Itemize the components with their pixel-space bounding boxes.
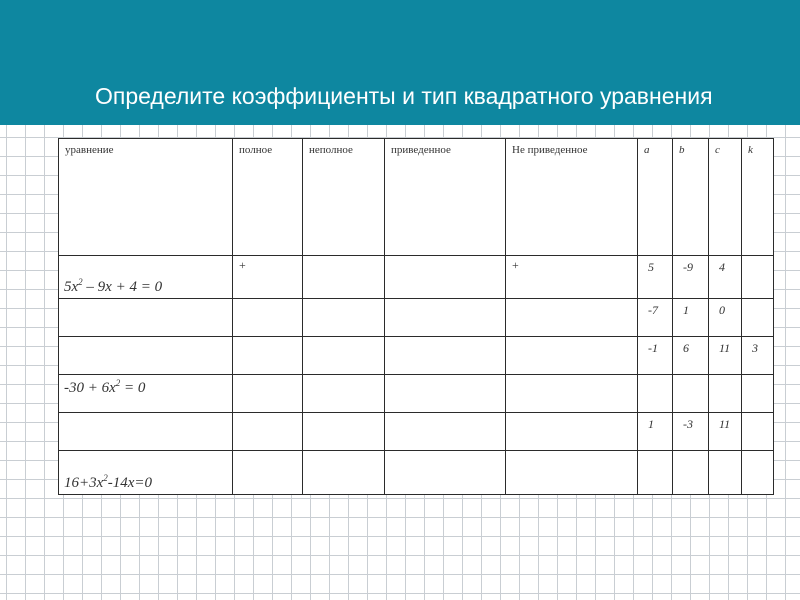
coef-a-cell — [638, 375, 673, 413]
coef-k-cell — [742, 413, 774, 451]
incomplete-cell — [303, 451, 385, 495]
header-not-reduced: Не приведенное — [506, 139, 638, 256]
full-cell — [233, 375, 303, 413]
incomplete-cell — [303, 413, 385, 451]
full-cell — [233, 451, 303, 495]
coef-k-cell — [742, 299, 774, 337]
coef-c-cell: 0 — [709, 299, 742, 337]
coef-b-cell: 1 — [673, 299, 709, 337]
coef-c-cell: 4 — [709, 256, 742, 299]
equation-text: -30 + 6x — [64, 380, 116, 396]
full-cell: + — [233, 256, 303, 299]
equation-power: 2 — [103, 473, 108, 483]
incomplete-cell — [303, 337, 385, 375]
coef-b-cell: -9 — [673, 256, 709, 299]
coef-a-cell: -7 — [638, 299, 673, 337]
reduced-cell — [385, 451, 506, 495]
incomplete-cell — [303, 256, 385, 299]
header-full: полное — [233, 139, 303, 256]
equation-rest: -14x=0 — [107, 475, 153, 491]
table-row — [59, 451, 774, 495]
coef-k-cell — [742, 256, 774, 299]
coef-b-cell: -3 — [673, 413, 709, 451]
equation-power: 2 — [115, 378, 121, 388]
coef-c-cell — [709, 451, 742, 495]
not-reduced-cell — [506, 337, 638, 375]
equation-text: 16+3x — [64, 475, 104, 491]
table-row — [59, 337, 774, 375]
not-reduced-cell — [506, 299, 638, 337]
header-k: k — [742, 139, 774, 256]
header-reduced: приведенное — [385, 139, 506, 256]
equation-rest: = 0 — [120, 380, 146, 396]
not-reduced-cell — [506, 451, 638, 495]
reduced-cell — [385, 299, 506, 337]
header-c: c — [709, 139, 742, 256]
equation-cell — [59, 413, 233, 451]
equation-cell — [59, 451, 233, 495]
equation-cell — [59, 337, 233, 375]
table-row — [59, 413, 774, 451]
coef-b-cell — [673, 375, 709, 413]
coef-a-cell — [638, 451, 673, 495]
table-row — [59, 299, 774, 337]
header-incomplete: неполное — [303, 139, 385, 256]
equation-power: 2 — [78, 277, 83, 287]
equation-rest: – 9x + 4 = 0 — [82, 279, 163, 295]
coef-k-cell — [742, 451, 774, 495]
incomplete-cell — [303, 299, 385, 337]
reduced-cell — [385, 337, 506, 375]
coef-k-cell: 3 — [742, 337, 774, 375]
coef-c-cell — [709, 375, 742, 413]
not-reduced-cell: + — [506, 256, 638, 299]
equation-text: 5x — [64, 279, 79, 295]
reduced-cell — [385, 413, 506, 451]
not-reduced-cell — [506, 375, 638, 413]
coef-a-cell: 5 — [638, 256, 673, 299]
full-cell — [233, 337, 303, 375]
full-cell — [233, 413, 303, 451]
table-row — [59, 256, 774, 299]
not-reduced-cell — [506, 413, 638, 451]
header-a: a — [638, 139, 673, 256]
coef-c-cell: 11 — [709, 413, 742, 451]
coef-a-cell: -1 — [638, 337, 673, 375]
reduced-cell — [385, 375, 506, 413]
reduced-cell — [385, 256, 506, 299]
equation-cell — [59, 375, 233, 413]
full-cell — [233, 299, 303, 337]
equation-cell — [59, 256, 233, 299]
slide-title: Определите коэффициенты и тип квадратного уравнения — [95, 83, 713, 109]
coef-k-cell — [742, 375, 774, 413]
table-row — [59, 375, 774, 413]
header-row — [59, 139, 774, 256]
coef-a-cell: 1 — [638, 413, 673, 451]
incomplete-cell — [303, 375, 385, 413]
coef-b-cell: 6 — [673, 337, 709, 375]
header-equation: уравнение — [59, 139, 233, 256]
coef-c-cell: 11 — [709, 337, 742, 375]
header-b: b — [673, 139, 709, 256]
equation-cell — [59, 299, 233, 337]
coef-b-cell — [673, 451, 709, 495]
coefficients-table — [58, 138, 774, 495]
